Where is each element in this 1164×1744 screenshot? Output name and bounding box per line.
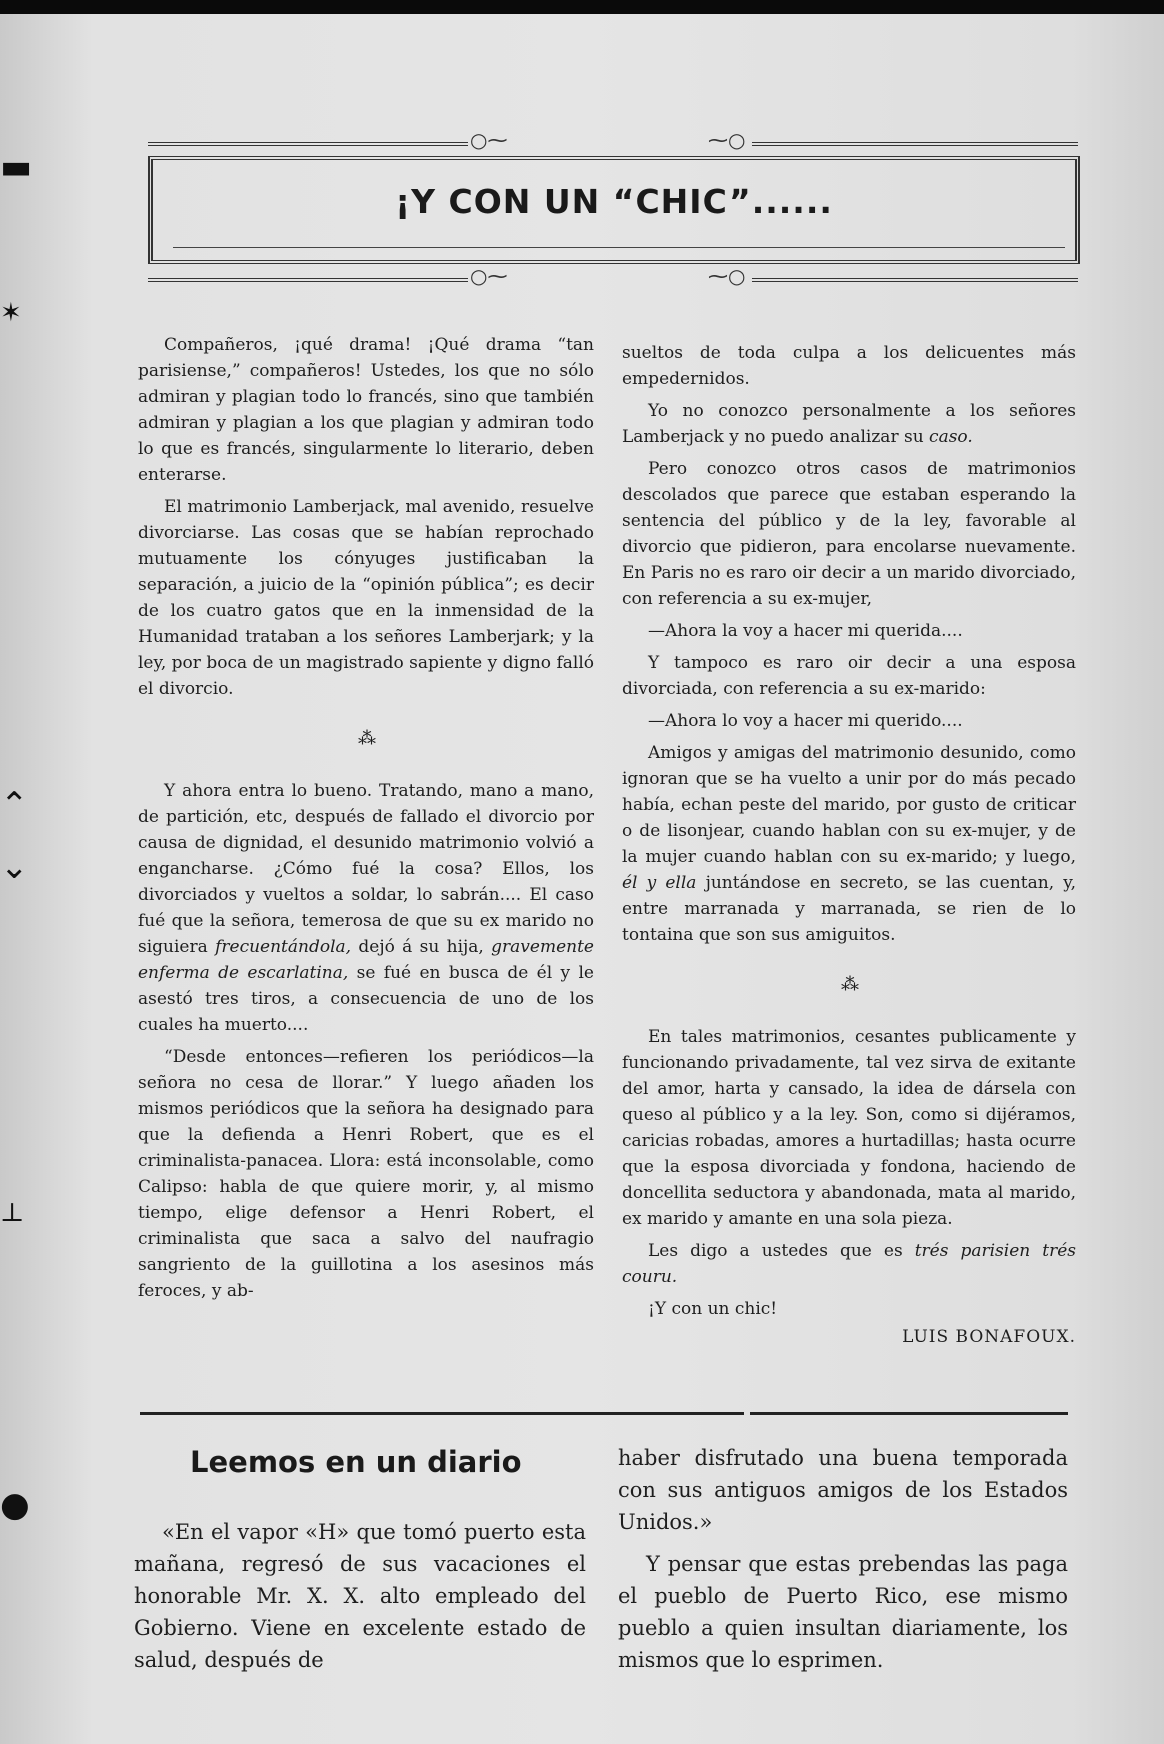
signature: LUIS BONAFOUX.: [902, 1327, 1076, 1347]
paragraph: sueltos de toda culpa a los delicuentes más empedernidos.: [622, 343, 1076, 389]
second-left-column: [134, 1516, 586, 1676]
paragraph: haber disfrutado una buena temporada con sus antiguos amigos de los Estados Unidos.»: [618, 1446, 1068, 1534]
ornament-rule: [148, 278, 468, 282]
ornament-swirl-icon: ⁓○: [708, 128, 746, 152]
paragraph: El matrimonio Lamberjack, mal avenido, resuelve divorciarse. Las cosas que se habían reprochado mutuamente los cónyuges justificaban la separación, a juicio de la “opinión pública”; es decir de los cuatro gatos que en la inmensidad de la Humanidad trataban a los señores Lamberjark; y la ley, por boca de un magistrado sapiente y digno falló el divorcio.: [138, 497, 594, 699]
paragraph: Amigos y amigas del matrimonio desunido, como ignoran que se ha vuelto a unir por do más pecado había, echan peste del marido, por gusto de criticar o de lisonjear, cuando hablan con su ex-mujer, y de la mujer cuando hablan con su ex-marido; y luego, él y ella juntándose en secreto, se las cuentan, y, entre marranada y marranada, se rien de lo tontaina que son sus amiguitos.: [622, 743, 1076, 945]
article-left-column: [138, 332, 594, 1304]
paragraph: «En el vapor «H» que tomó puerto esta mañana, regresó de sus vacaciones el honorable Mr. X. X. alto empleado del Gobierno. Viene en excelente estado de salud, después de: [134, 1520, 586, 1672]
second-right-column: [618, 1442, 1068, 1676]
second-article-title: Leemos en un diario: [190, 1445, 522, 1479]
margin-mark: ✶: [0, 298, 22, 328]
margin-mark: ⌃: [0, 785, 29, 825]
article-right-column: [622, 340, 1076, 1350]
paragraph: Y tampoco es raro oir decir a una esposa divorciada, con referencia a su ex-marido:: [622, 653, 1076, 699]
ornament-swirl-icon: ⁓○: [708, 264, 746, 288]
title-underline: [173, 247, 1065, 248]
margin-mark: ▬: [0, 147, 33, 187]
title-frame: [148, 156, 1080, 264]
paragraph: Y pensar que estas prebendas las paga el pueblo de Puerto Rico, ese mismo pueblo a quien insultan diariamente, los mismos que lo esprimen.: [618, 1552, 1068, 1672]
ornament-rule: [752, 142, 1078, 146]
section-separator: [140, 1412, 744, 1415]
scan-top-border: [0, 0, 1164, 14]
paragraph: Y ahora entra lo bueno. Tratando, mano a mano, de partición, etc, después de fallado el divorcio por causa de dignidad, el desunido matrimonio volvió a engancharse. ¿Cómo fué la cosa? Ellos, los divorciados y vueltos a soldar, lo sabrán.... El caso fué que la señora, temerosa de que su ex marido no siguiera frecuentándola, dejó á su hija, gravemente enferma de escarlatina, se fué en busca de él y le asestó tres tiros, a consecuencia de uno de los cuales ha muerto....: [138, 781, 594, 1035]
ornament-swirl-icon: ○⁓: [470, 128, 508, 152]
section-separator: [750, 1412, 1068, 1415]
paragraph: En tales matrimonios, cesantes publicamente y funcionando privadamente, tal vez sirva de exitante del amor, harta y cansado, la idea de dársela con queso al público y a la ley. Son, como si dijéramos, caricias robadas, amores a hurtadillas; hasta ocurre que la esposa divorciada y fondona, haciendo de doncellita seductora y abandonada, mata al marido, ex marido y amante en una sola pieza.: [622, 1027, 1076, 1229]
paragraph: Les digo a ustedes que es trés parisien trés couru.: [622, 1241, 1076, 1287]
paragraph: Pero conozco otros casos de matrimonios descolados que parece que estaban esperando la sentencia del público y de la ley, favorable al divorcio que pidieron, para encolarse nuevamente. En Paris no es raro oir decir a un marido divorciado, con referencia a su ex-mujer,: [622, 459, 1076, 609]
paragraph: —Ahora la voy a hacer mi querida....: [648, 621, 963, 641]
paragraph: Compañeros, ¡qué drama! ¡Qué drama “tan parisiense,” compañeros! Ustedes, los que no sólo admiran y plagian todo lo francés, sino que también admiran y plagian a los que plagian y admiran todo lo que es francés, singularmente lo literario, deben enterarse.: [138, 335, 594, 485]
paragraph: ¡Y con un chic!: [648, 1299, 778, 1319]
paragraph: “Desde entonces—refieren los periódicos—la señora no cesa de llorar.” Y luego añaden los mismos periódicos que la señora ha designado para que la defienda a Henri Robert, que es el criminalista-panacea. Llora: está inconsolable, como Calipso: habla de que quiere morir, y, al mismo tiempo, elige defensor a Henri Robert, el criminalista que saca a salvo del naufragio sangriento de la guillotina a los asesinos más feroces, y ab-: [138, 1047, 594, 1301]
section-stars: ⁂: [841, 974, 857, 995]
ornament-rule: [752, 278, 1078, 282]
paragraph: Yo no conozco personalmente a los señores Lamberjack y no puedo analizar su caso.: [622, 401, 1076, 447]
margin-mark: ●: [0, 1485, 30, 1525]
ornament-rule: [148, 142, 468, 146]
margin-mark: ⊥: [0, 1198, 25, 1228]
paragraph: —Ahora lo voy a hacer mi querido....: [648, 711, 963, 731]
article-title: ¡Y CON UN “CHIC”......: [395, 182, 833, 221]
ornament-swirl-icon: ○⁓: [470, 264, 508, 288]
section-stars: ⁂: [358, 728, 374, 749]
margin-mark: ⌄: [0, 847, 29, 887]
